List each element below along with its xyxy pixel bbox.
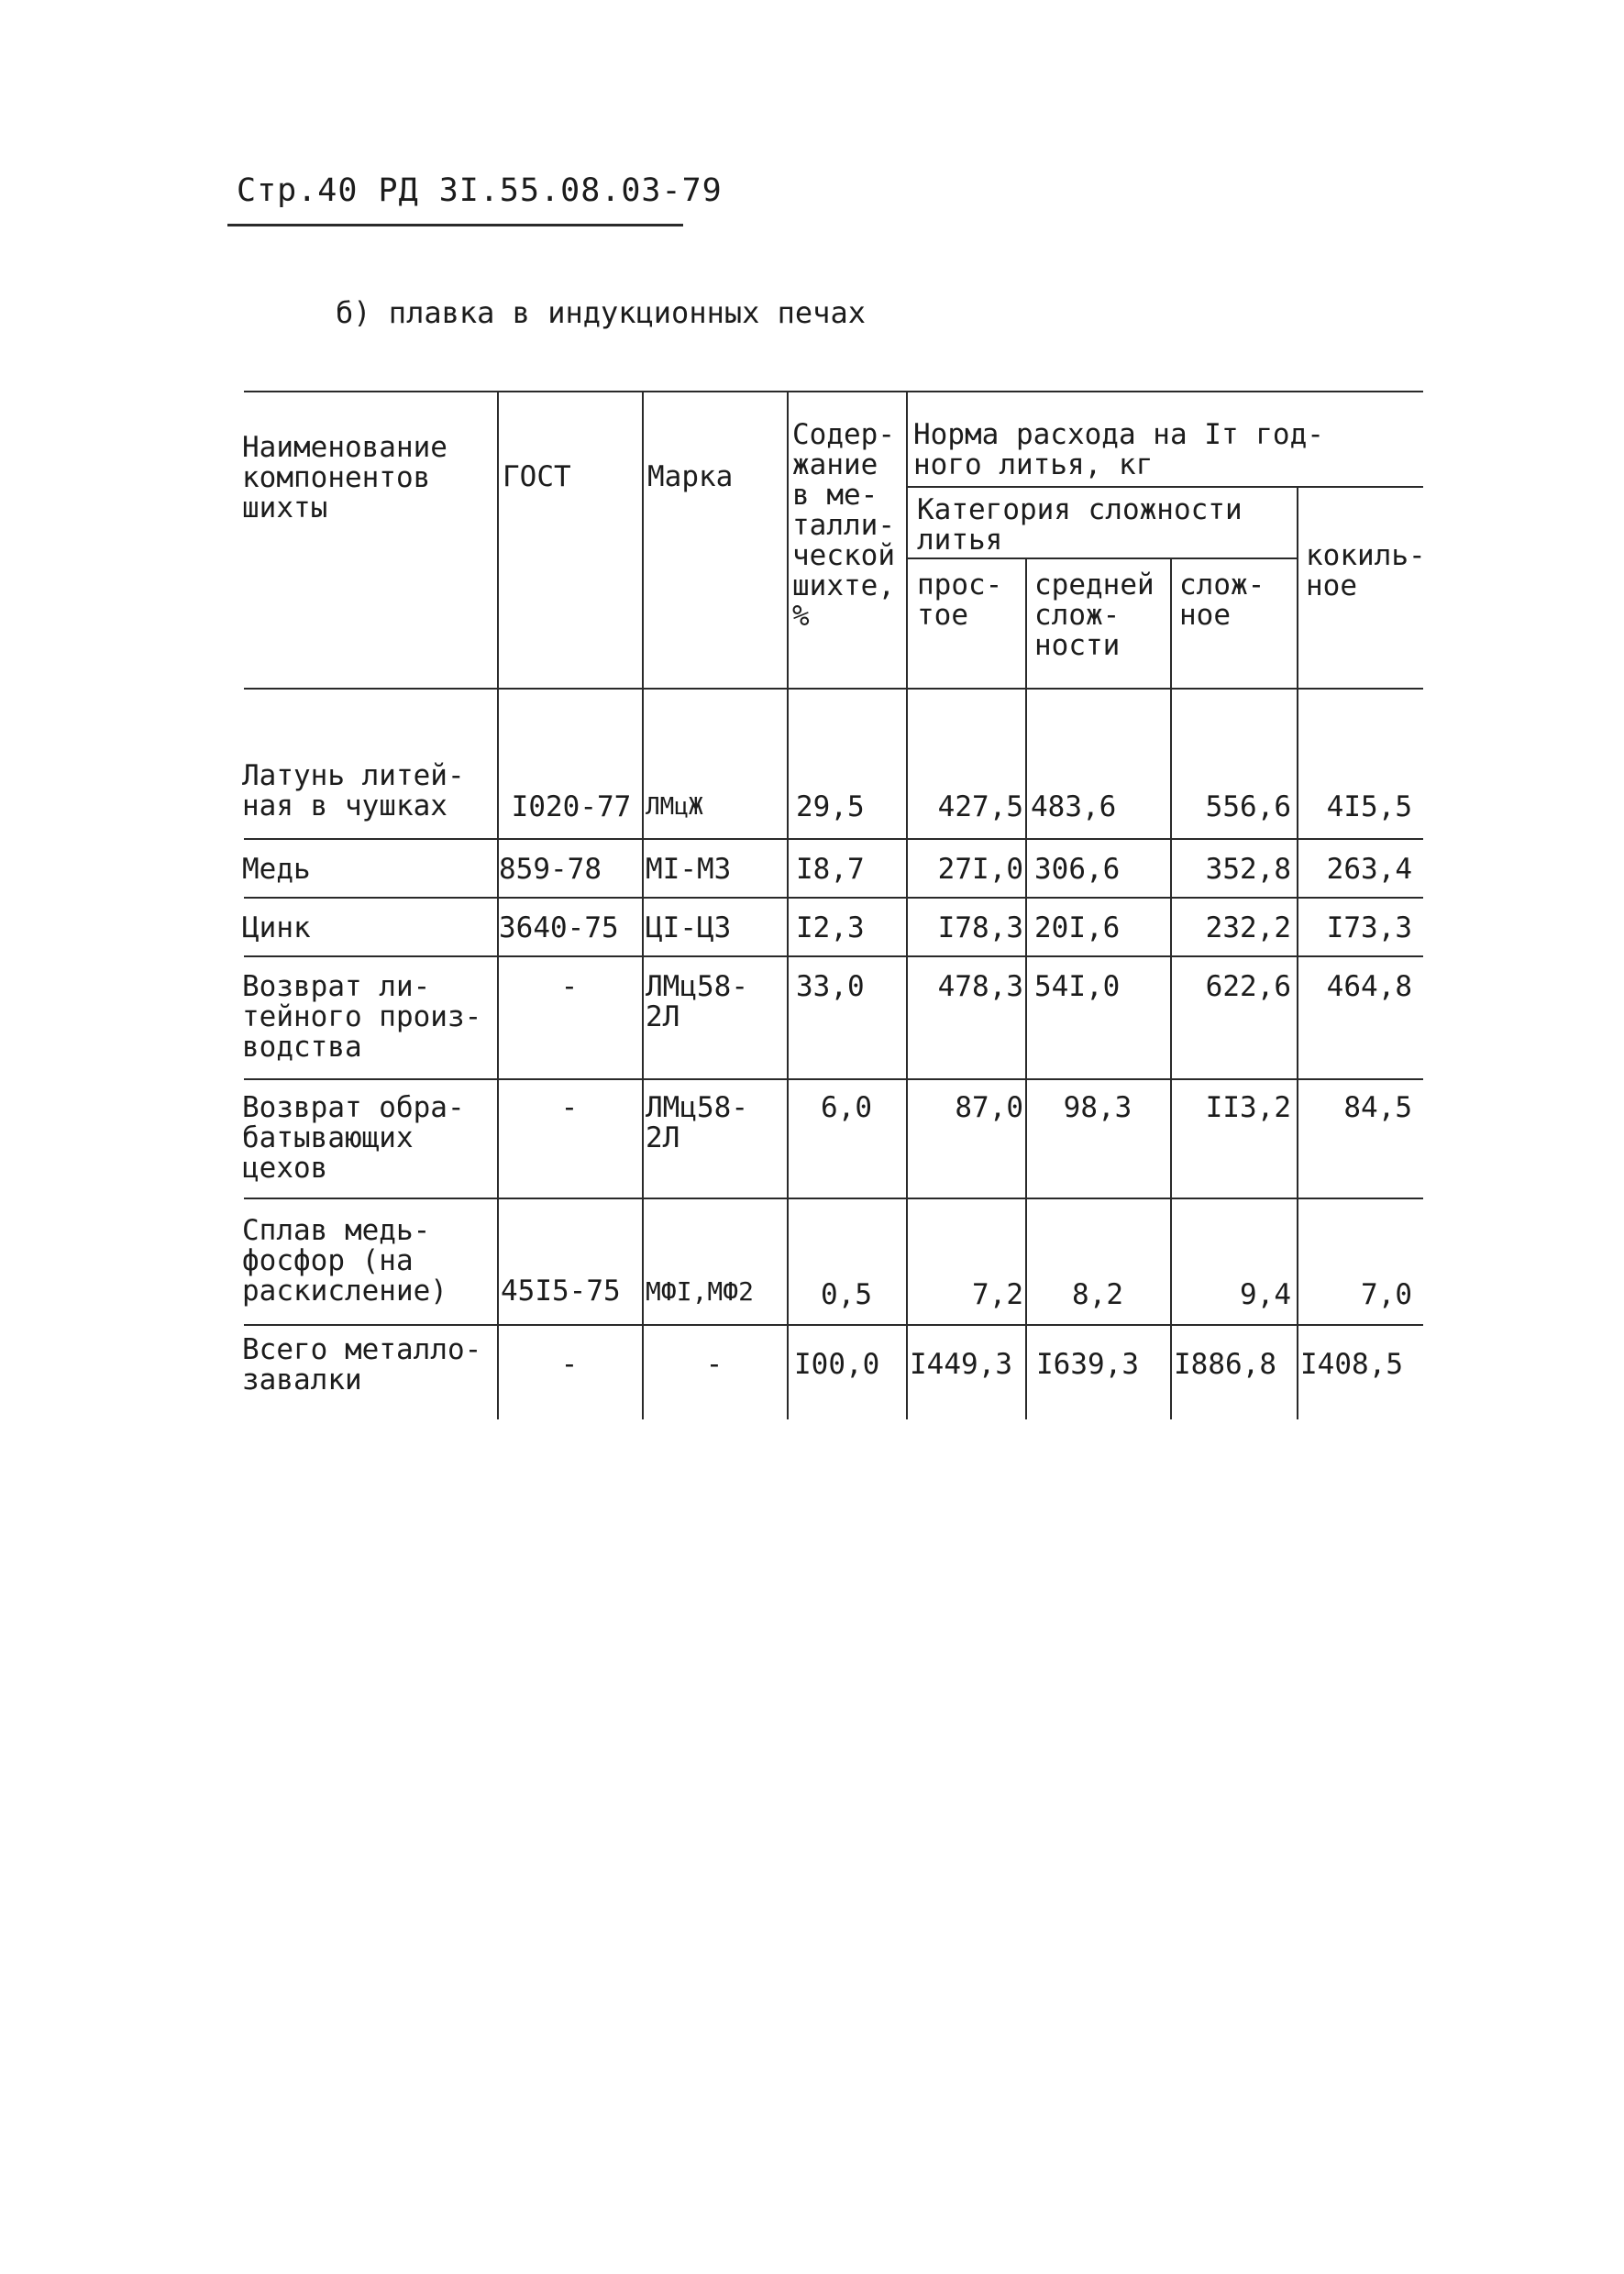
section-subtitle: б) плавка в индукционных печах	[336, 295, 866, 330]
cell-gost: -	[560, 1348, 579, 1381]
cell-medium: 98,3	[1063, 1091, 1132, 1124]
cell-grade: ЛМц58- 2Л	[646, 1091, 748, 1154]
cell-grade: ЛМц58- 2Л	[646, 970, 748, 1033]
cell-simple: 478,3	[937, 970, 1023, 1003]
cell-complex: II3,2	[1205, 1091, 1291, 1124]
cell-simple: I78,3	[937, 911, 1023, 944]
cell-gost: 859-78	[499, 853, 602, 886]
row-rule	[244, 1198, 1423, 1199]
cell-name: Медь	[242, 853, 311, 886]
cell-chill: 263,4	[1326, 853, 1412, 886]
cell-complex: 352,8	[1205, 853, 1291, 886]
cell-chill: 464,8	[1326, 970, 1412, 1003]
cell-content: 29,5	[796, 790, 865, 823]
cell-medium: 20I,6	[1034, 911, 1121, 944]
header-chill: кокиль- ное	[1306, 539, 1426, 602]
cell-name: Возврат ли- тейного произ- водства	[242, 970, 482, 1064]
page-header: Стр.40 РД 3I.55.08.03-79	[237, 172, 723, 209]
cell-content: I8,7	[796, 853, 865, 886]
cell-content: I00,0	[794, 1348, 880, 1381]
cell-grade: -	[705, 1348, 724, 1381]
cell-content: 0,5	[821, 1278, 872, 1311]
header-category: Категория сложности литья	[917, 493, 1243, 557]
cell-name: Сплав медь- фосфор (на раскисление)	[242, 1214, 447, 1308]
subheader-rule-norm	[906, 486, 1423, 488]
cell-grade: ЛМцЖ	[646, 793, 703, 821]
row-rule	[244, 897, 1423, 899]
cell-gost: -	[560, 1091, 579, 1124]
column-rule	[787, 391, 789, 1419]
cell-content: I2,3	[796, 911, 865, 944]
header-norm: Норма расхода на Iт год- ного литья, кг	[913, 418, 1324, 481]
cell-content: 6,0	[821, 1091, 872, 1124]
header-medium: средней слож- ности	[1034, 568, 1154, 662]
cell-medium: 54I,0	[1034, 970, 1121, 1003]
row-rule	[244, 1324, 1423, 1326]
cell-simple: 27I,0	[937, 853, 1023, 886]
header-gost: ГОСТ	[503, 460, 571, 493]
row-rule	[244, 838, 1423, 840]
cell-name: Цинк	[242, 911, 311, 944]
cell-chill: I408,5	[1300, 1348, 1403, 1381]
cell-name: Возврат обра- батывающих цехов	[242, 1091, 465, 1185]
row-rule	[244, 1078, 1423, 1080]
header-bottom-rule	[244, 688, 1423, 690]
cell-simple: 87,0	[955, 1091, 1023, 1124]
cell-chill: 4I5,5	[1326, 790, 1412, 823]
header-content: Содер- жание в ме- талли- ческой шихте, %	[792, 418, 895, 633]
column-rule	[497, 391, 499, 1419]
cell-medium: 483,6	[1031, 790, 1117, 823]
cell-grade: МФI,МФ2	[646, 1276, 755, 1307]
column-rule	[642, 391, 644, 1419]
cell-complex: I886,8	[1174, 1348, 1276, 1381]
cell-gost: -	[560, 970, 579, 1003]
header-component: Наименование компонентов шихты	[242, 431, 447, 524]
cell-simple: I449,3	[910, 1348, 1012, 1381]
cell-name: Всего металло- завалки	[242, 1333, 482, 1396]
cell-medium: 306,6	[1034, 853, 1121, 886]
consumption-norms-table	[240, 383, 1426, 1410]
subheader-rule-category	[906, 557, 1298, 559]
cell-content: 33,0	[796, 970, 865, 1003]
cell-complex: 622,6	[1205, 970, 1291, 1003]
column-rule	[906, 391, 908, 1419]
cell-grade: ЦI-Ц3	[646, 911, 732, 944]
cell-chill: 84,5	[1343, 1091, 1412, 1124]
cell-medium: I639,3	[1036, 1348, 1139, 1381]
cell-grade: MI-M3	[646, 853, 732, 886]
cell-chill: I73,3	[1326, 911, 1412, 944]
header-simple: прос- тое	[917, 568, 1003, 632]
cell-complex: 232,2	[1205, 911, 1291, 944]
cell-complex: 9,4	[1240, 1278, 1291, 1311]
row-rule	[244, 955, 1423, 957]
header-grade: Марка	[647, 460, 734, 493]
cell-name: Латунь литей- ная в чушках	[242, 759, 465, 822]
cell-gost: 45I5-75	[501, 1275, 621, 1308]
table-top-rule	[244, 391, 1423, 392]
cell-gost: I020-77	[511, 790, 632, 823]
cell-gost: 3640-75	[499, 911, 619, 944]
cell-simple: 427,5	[937, 790, 1023, 823]
cell-simple: 7,2	[972, 1278, 1023, 1311]
cell-chill: 7,0	[1361, 1278, 1412, 1311]
header-complex: слож- ное	[1179, 568, 1265, 632]
cell-medium: 8,2	[1072, 1278, 1123, 1311]
cell-complex: 556,6	[1205, 790, 1291, 823]
header-underline	[227, 224, 683, 226]
